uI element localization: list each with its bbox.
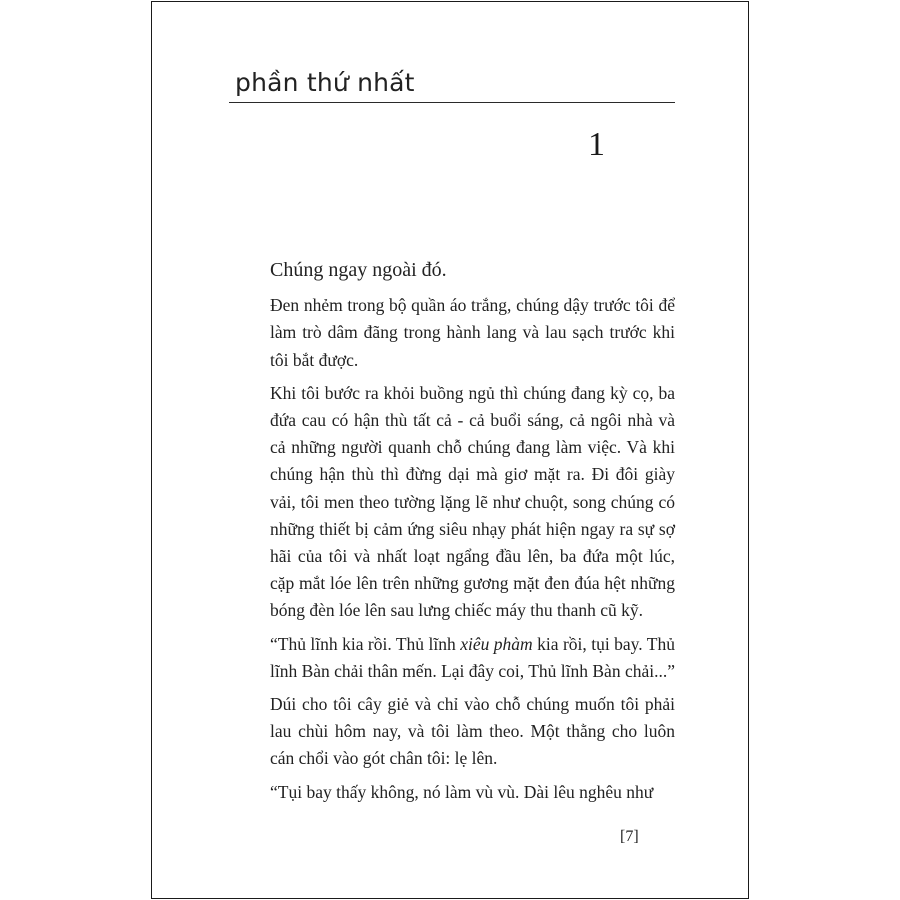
paragraph: Dúi cho tôi cây giẻ và chỉ vào chỗ chúng muốn tôi phải lau chùi hôm nay, và tôi làm theo. Một thằng cho luôn cán chổi vào gót chân tôi: lẹ lên. [270,694,675,769]
paragraph: Đen nhẻm trong bộ quần áo trắng, chúng dậy trước tôi để làm trò dâm đãng trong hành lang và lau sạch trước khi tôi bắt được. [270,295,675,370]
paragraph: Chúng ngay ngoài đó. [270,259,447,281]
page-number: [7] [620,828,639,845]
paragraph [270,631,675,685]
paragraph: Khi tôi bước ra khỏi buồng ngủ thì chúng đang kỳ cọ, ba đứa cau có hận thù tất cả - cả buổi sáng, cả ngôi nhà và cả những người quanh chỗ chúng đang làm việc. Và khi chúng hận thù thì đừng dại mà giơ mặt ra. Đi đôi giày vải, tôi men theo tường lặng lẽ như chuột, song chúng có những thiết bị cảm ứng siêu nhạy phát hiện ngay ra sự sợ hãi của tôi và nhất loạt ngẩng đầu lên, ba đứa một lúc, cặp mắt lóe lên trên những gương mặt đen đúa hệt những bóng đèn lóe lên sau lưng chiếc máy thu thanh cũ kỹ. [270,382,675,621]
chapter-number: 1 [588,126,605,163]
paragraph-text: kia rồi, tụi bay. Thủ lĩnh Bàn chải thân mến. Lại đây coi, Thủ lĩnh Bàn chải...” [270,633,675,681]
emphasis-text: xiêu phàm [460,633,533,654]
paragraph: “Tụi bay thấy không, nó làm vù vù. Dài lêu nghêu như [270,781,654,802]
chapter-body [270,257,675,812]
book-page [151,1,749,899]
heading-rule [229,102,675,103]
part-title: phần thứ nhất [235,68,415,97]
paragraph-text: “Thủ lĩnh kia rồi. Thủ lĩnh [270,633,461,654]
